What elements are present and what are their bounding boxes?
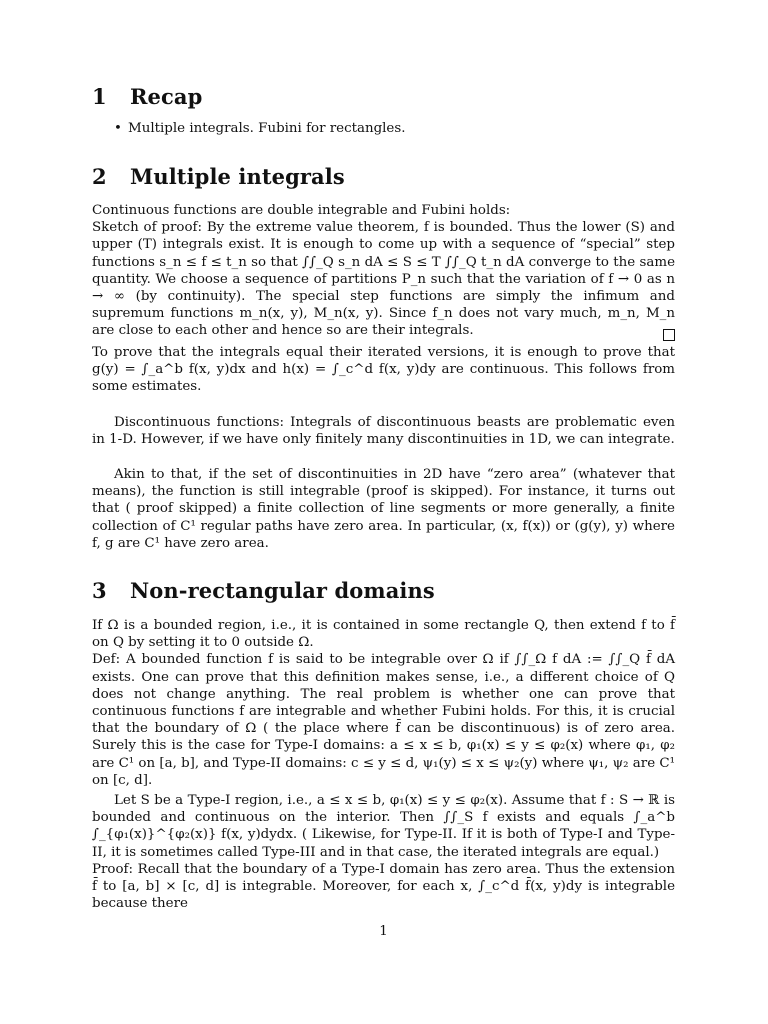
paragraph: Akin to that, if the set of discontinuities in 2D have “zero area” (whatever that means), the function is still integrable (proof is skipped). For instance, it turns out that ( proof skipped) a finite collection of line segments or more generally, a finite collection of C¹ regular paths have zero area. In particular, (x, f(x)) or (g(y), y) where f, g are C¹ have zero area. — [92, 467, 675, 551]
section-heading-2: 2 Multiple integrals — [92, 164, 345, 189]
qed-box-icon — [663, 329, 675, 341]
paragraph: If Ω is a bounded region, i.e., it is contained in some rectangle Q, then extend f to f̄ on Q by setting it to 0 outside Ω. — [92, 618, 675, 651]
section-heading-1: 1 Recap — [92, 84, 203, 109]
recap-bullet: • Multiple integrals. Fubini for rectangles. — [114, 121, 406, 136]
section-3-body — [92, 617, 675, 789]
section-3-type-i — [92, 792, 675, 912]
bullet-icon: • — [114, 121, 122, 136]
paragraph: To prove that the integrals equal their iterated versions, it is enough to prove that g(y) = ∫_a^b f(x, y)dx and h(x) = ∫_c^d f(x, y)dy are continuous. This follows from some estimates. — [92, 345, 675, 395]
paragraph: Proof: Recall that the boundary of a Type-I domain has zero area. Thus the extension f̄ to [a, b] × [c, d] is integrable. Moreover, for each x, ∫_c^d f̄(x, y)dy is integrable because there — [92, 861, 675, 912]
paragraph: Sketch of proof: By the extreme value theorem, f is bounded. Thus the lower (S) and upper (T) integrals exist. It is enough to come up with a sequence of “special” step functions s_n ≤ f ≤ t_n so that ∫∫_Q s_n dA ≤ S ≤ T ∫∫_Q t_n dA converge to the same quantity. We choose a sequence of partitions P_n such that the variation of f → 0 as n → ∞ (by continuity). The special step functions are simply the infimum and supremum functions m_n(x, y), M_n(x, y). Since f_n does not vary much, m_n, M_n are close to each other and hence so are their integrals. — [92, 220, 675, 339]
section-heading-3: 3 Non-rectangular domains — [92, 578, 435, 603]
paragraph: Discontinuous functions: Integrals of discontinuous beasts are problematic even in 1-D. However, if we have only finitely many discontinuities in 1D, we can integrate. — [92, 415, 675, 448]
section-2-body — [92, 202, 675, 340]
paragraph: Continuous functions are double integrable and Fubini holds: — [92, 203, 511, 218]
paragraph: Def: A bounded function f is said to be integrable over Ω if ∫∫_Ω f dA := ∫∫_Q f̄ dA exists. One can prove that this definition makes sense, i.e., a different choice of Q does not change anything. The real problem is whether one can prove that continuous functions f are integrable and whether Fubini holds. For this, it is crucial that the boundary of Ω ( the place where f̄ can be discontinuous) is of zero area. Surely this is the case for Type-I domains: a ≤ x ≤ b, φ₁(x) ≤ y ≤ φ₂(x) where φ₁, φ₂ are C¹ on [a, b], and Type-II domains: c ≤ y ≤ d, ψ₁(y) ≤ x ≤ ψ₂(y) where ψ₁, ψ₂ are C¹ on [c, d]. — [92, 652, 675, 788]
section-2-discontinuous — [92, 414, 675, 448]
paragraph: Let S be a Type-I region, i.e., a ≤ x ≤ b, φ₁(x) ≤ y ≤ φ₂(x). Assume that f : S → ℝ is bounded and continuous on the interior. Then ∫∫_S f exists and equals ∫_a^b ∫_{φ₁(x)}^{φ₂(x)} f(x, y)dydx. ( Likewise, for Type-II. If it is both of Type-I and Type-II, it is sometimes called Type-III and in that case, the iterated integrals are equal.) — [92, 793, 675, 860]
section-2-zero-area — [92, 466, 675, 552]
section-2-continuity — [92, 344, 675, 396]
page-number: 1 — [379, 924, 388, 939]
